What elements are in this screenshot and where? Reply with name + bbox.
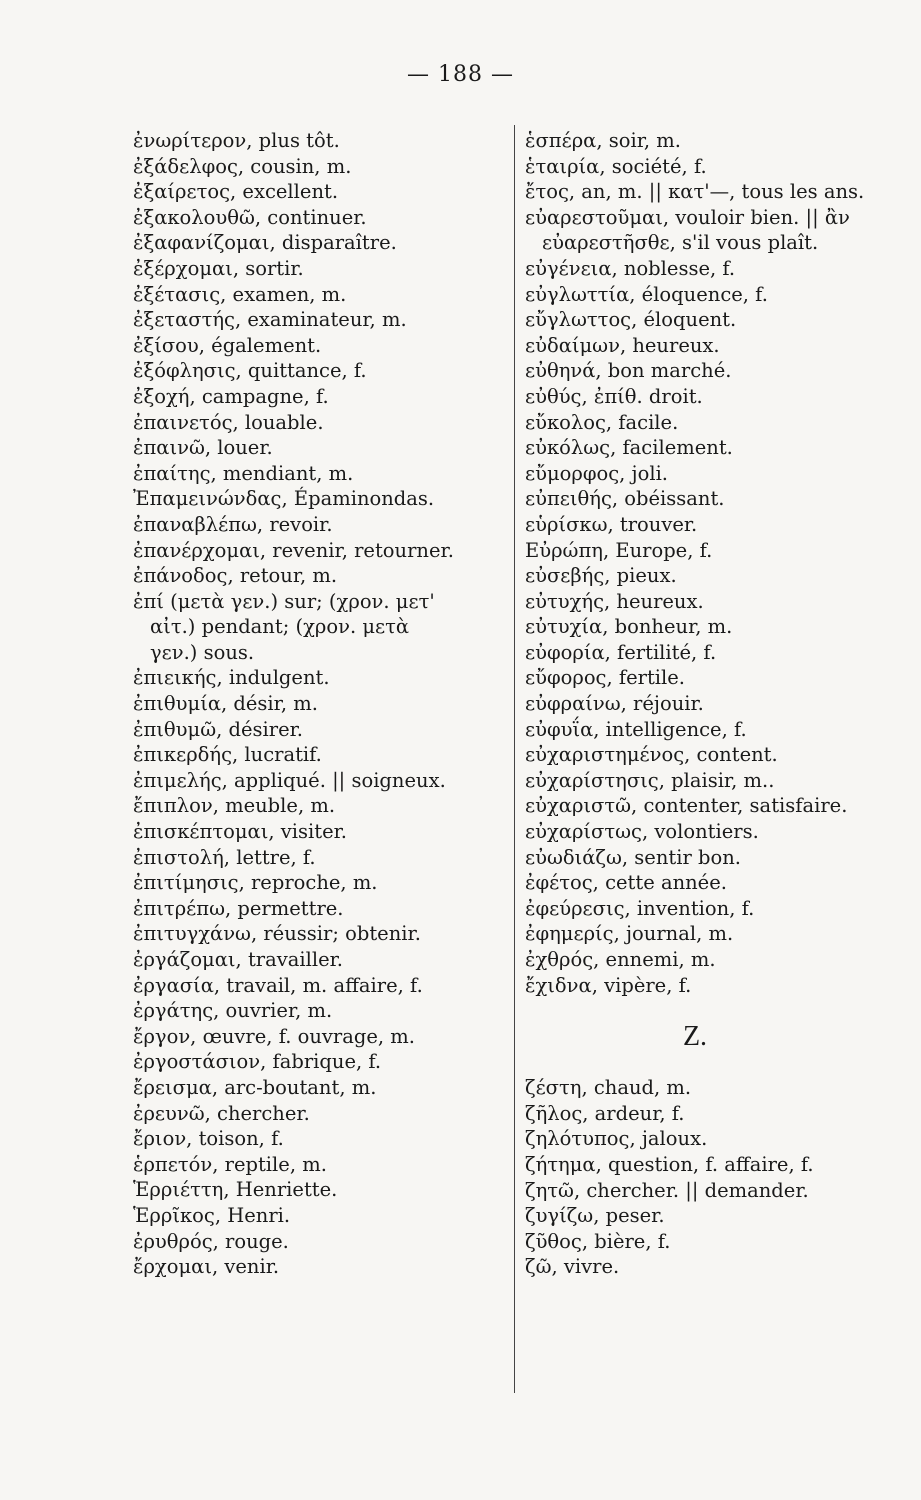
dictionary-entry: ἐξαφανίζομαι, disparaître. [133, 231, 397, 255]
dictionary-entry: ἑρπετόν, reptile, m. [133, 1152, 327, 1176]
dictionary-entry: εὐδαίμων, heureux. [525, 333, 720, 357]
dictionary-entry: ζηλότυπος, jaloux. [525, 1127, 708, 1151]
dictionary-entry: Εὐρώπη, Europe, f. [525, 538, 713, 562]
dictionary-entry: Ἑρρῖκος, Henri. [133, 1203, 291, 1227]
dictionary-entry: εὐγλωττία, éloquence, f. [525, 282, 768, 306]
dictionary-entry: ἐργάτης, ouvrier, m. [133, 999, 333, 1023]
dictionary-entry: εὐχαριστῶ, contenter, satisfaire. [525, 794, 848, 818]
dictionary-entry: ἑταιρία, société, f. [525, 154, 707, 178]
dictionary-entry: ἐξίσου, également. [133, 333, 322, 357]
dictionary-entry: εὐφραίνω, réjouir. [525, 692, 704, 716]
dictionary-entry: εὐωδιάζω, sentir bon. [525, 845, 741, 869]
dictionary-entry: ἔργον, œuvre, f. ouvrage, m. [133, 1024, 415, 1048]
dictionary-entry: ἔρχομαι, venir. [133, 1255, 280, 1279]
right-column [525, 128, 905, 1280]
dictionary-entry: ἐπιτρέπω, permettre. [133, 896, 344, 920]
dictionary-entry: ἔπιπλον, meuble, m. [133, 794, 336, 818]
dictionary-entry: εὐχαρίστησις, plaisir, m.. [525, 768, 775, 792]
dictionary-entry: ἐργάζομαι, travailler. [133, 948, 343, 971]
dictionary-entry: εὔμορφος, joli. [525, 461, 669, 485]
dictionary-entry: εὐαρεστοῦμαι, vouloir bien. || ἂν [525, 205, 850, 229]
dictionary-entry: ἐπισκέπτομαι, visiter. [133, 820, 348, 844]
dictionary-entry: ἐπιμελής, appliqué. || soigneux. [133, 768, 446, 792]
dictionary-entry: ἐπιεικής, indulgent. [133, 666, 330, 690]
dictionary-entry: ζέστη, chaud, m. [525, 1076, 692, 1100]
dictionary-entry: Ἐπαμεινώνδας, Épaminondas. [133, 487, 435, 511]
dictionary-entry: ἐξέρχομαι, sortir. [133, 256, 304, 280]
dictionary-entry: εὐφορία, fertilité, f. [525, 640, 717, 664]
dictionary-entry: εὐθύς, ἐπίθ. droit. [525, 384, 703, 408]
dictionary-entry: ζῶ, vivre. [525, 1255, 620, 1279]
dictionary-entry: ἐπανέρχομαι, revenir, retourner. [133, 538, 454, 562]
column-divider [514, 125, 515, 1393]
dictionary-entry: εὐχαριστημένος, content. [525, 743, 778, 767]
dictionary-entry: εὐπειθής, obéissant. [525, 487, 725, 511]
dictionary-entry: ἐξοχή, campagne, f. [133, 384, 329, 408]
dictionary-entry: ἐπιθυμία, désir, m. [133, 692, 318, 716]
left-column [133, 128, 505, 1280]
dictionary-entry: ἐργασία, travail, m. affaire, f. [133, 973, 423, 997]
dictionary-entry: εὔφορος, fertile. [525, 666, 685, 690]
dictionary-entry: εὐσεβής, pieux. [525, 564, 677, 588]
dictionary-entry: ἐφημερίς, journal, m. [525, 922, 734, 946]
dictionary-entry: ἐπί (μετὰ γεν.) sur; (χρον. μετ' [133, 589, 435, 613]
dictionary-entry: εὐφυΐα, intelligence, f. [525, 717, 747, 741]
dictionary-entry: ἐρυθρός, rouge. [133, 1229, 289, 1253]
dictionary-entry: ἐνωρίτερον, plus tôt. [133, 129, 340, 152]
dictionary-entry: ἐπαινῶ, louer. [133, 436, 273, 460]
dictionary-entry: ἐρευνῶ, chercher. [133, 1101, 310, 1125]
dictionary-entry: ἐπιθυμῶ, désirer. [133, 717, 303, 741]
dictionary-entry-continuation: εὐαρεστῆσθε, s'il vous plaît. [542, 231, 819, 255]
dictionary-entry: εὐθηνά, bon marché. [525, 359, 732, 383]
dictionary-entry: ζυγίζω, peser. [525, 1204, 665, 1228]
dictionary-entry: ἐπιστολή, lettre, f. [133, 845, 316, 869]
dictionary-entry: ἐπιτυγχάνω, réussir; obtenir. [133, 922, 421, 946]
dictionary-entry: ἔριον, toison, f. [133, 1127, 284, 1151]
dictionary-entry: ἐξεταστής, examinateur, m. [133, 308, 407, 332]
dictionary-entry: ἐξαίρετος, excellent. [133, 180, 339, 204]
dictionary-entry: ζῦθος, bière, f. [525, 1229, 671, 1253]
dictionary-entry: εὐχαρίστως, volontiers. [525, 820, 759, 844]
dictionary-entry: ἐπιτίμησις, reproche, m. [133, 871, 378, 895]
dictionary-entry: ζήτημα, question, f. affaire, f. [525, 1152, 814, 1176]
dictionary-entry: ἐπαινετός, louable. [133, 410, 324, 434]
dictionary-entry: εὔγλωττος, éloquent. [525, 308, 737, 332]
dictionary-entry: ἔχιδνα, vipère, f. [525, 973, 692, 997]
dictionary-entry-continuation: αἰτ.) pendant; (χρον. μετὰ [150, 615, 410, 639]
dictionary-entry: ζῆλος, ardeur, f. [525, 1101, 685, 1125]
dictionary-entry: Ἑρριέττη, Henriette. [133, 1178, 338, 1202]
dictionary-entry: ἑσπέρα, soir, m. [525, 129, 681, 152]
dictionary-entry: ἔτος, an, m. || κατ'—, tous les ans. [525, 180, 865, 204]
dictionary-entry-continuation: γεν.) sous. [150, 640, 255, 664]
dictionary-entry: εὐκόλως, facilement. [525, 436, 733, 460]
dictionary-entry: ἐργοστάσιον, fabrique, f. [133, 1050, 382, 1074]
dictionary-entry: εὐτυχία, bonheur, m. [525, 615, 733, 639]
dictionary-entry: ἐξόφλησις, quittance, f. [133, 359, 367, 383]
dictionary-entry: εὐτυχής, heureux. [525, 589, 704, 613]
dictionary-entry: ἔρεισμα, arc-boutant, m. [133, 1075, 377, 1099]
section-heading: Z. [682, 1021, 708, 1053]
dictionary-entry: ἐφεύρεσις, invention, f. [525, 896, 755, 920]
dictionary-entry: ἐξάδελφος, cousin, m. [133, 154, 352, 178]
dictionary-entry: ἐπάνοδος, retour, m. [133, 564, 338, 588]
dictionary-entry: εὔκολος, facile. [525, 410, 679, 434]
dictionary-entry: ἐξακολουθῶ, continuer. [133, 205, 367, 229]
dictionary-entry: ἐχθρός, ennemi, m. [525, 948, 716, 971]
dictionary-entry: εὐγένεια, noblesse, f. [525, 256, 736, 280]
dictionary-entry: εὑρίσκω, trouver. [525, 512, 698, 536]
dictionary-entry: ἐπικερδής, lucratif. [133, 743, 322, 767]
dictionary-entry: ἐπαίτης, mendiant, m. [133, 461, 354, 485]
dictionary-entry: ἐφέτος, cette année. [525, 871, 727, 895]
page-number: — 188 — [407, 62, 514, 87]
dictionary-entry: ἐξέτασις, examen, m. [133, 282, 347, 306]
dictionary-entry: ἐπαναβλέπω, revoir. [133, 512, 333, 536]
dictionary-entry: ζητῶ, chercher. || demander. [525, 1178, 809, 1202]
